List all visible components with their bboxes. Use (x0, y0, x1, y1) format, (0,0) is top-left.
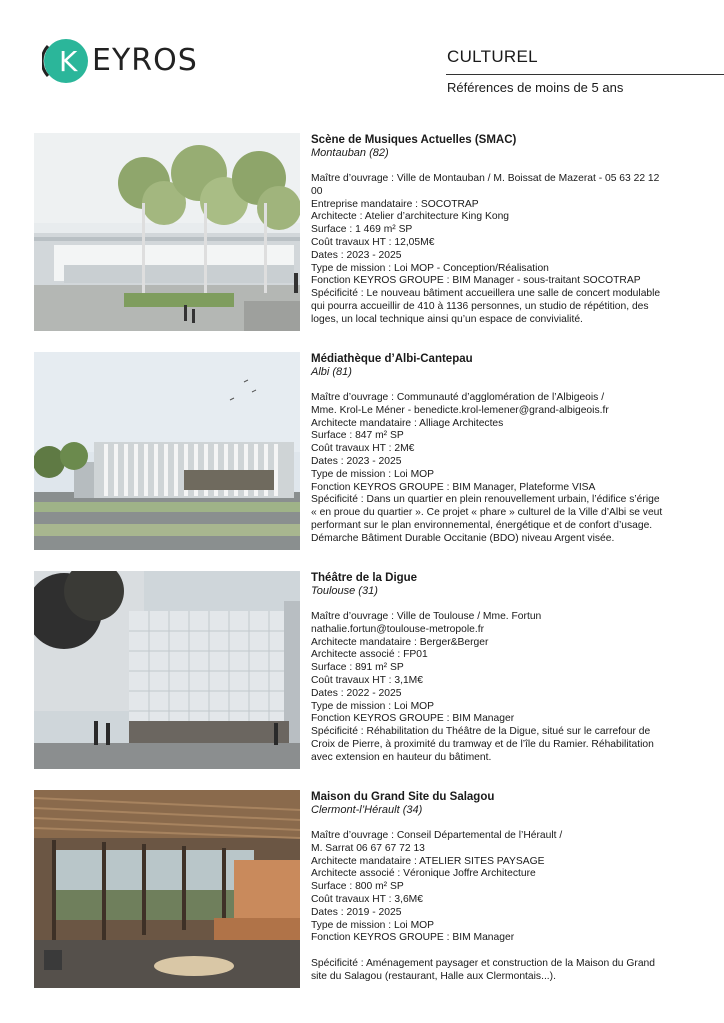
project-detail-line: Démarche Bâtiment Durable Occitanie (BDO) niveau Argent visée. (311, 532, 615, 544)
logo-text: EYROS (92, 43, 198, 78)
project-detail-line: Architecte associé : Véronique Joffre Architecture (311, 868, 536, 880)
project-detail-line: Coût travaux HT : 2M€ (311, 443, 415, 455)
project-image-salagou (34, 790, 300, 988)
project-image-smac (34, 133, 300, 331)
project-detail-line: site du Salagou (restaurant, Halle aux Clermontais...). (311, 970, 556, 982)
project-detail-line: Maître d’ouvrage : Ville de Toulouse / Mme. Fortun (311, 611, 542, 622)
project-detail-line: Spécificité : Réhabilitation du Théâtre de la Digue, situé sur le carrefour de (311, 726, 651, 738)
project-image-theatre (34, 571, 300, 769)
project-location: Albi (81) (311, 366, 352, 378)
project-detail-line: Spécificité : Aménagement paysager et construction de la Maison du Grand (311, 957, 655, 969)
project-detail-line: Fonction KEYROS GROUPE : BIM Manager, Plateforme VISA (311, 481, 596, 493)
page-title: CULTUREL (447, 47, 538, 66)
project-detail-line: nathalie.fortun@toulouse-metropole.fr (311, 623, 485, 635)
project-detail-line: Croix de Pierre, à proximité du tramway et de l’île du Ramier. Réhabilitation (311, 738, 654, 750)
project-detail-line: Type de mission : Loi MOP (311, 700, 435, 712)
project-detail-line: avec extension en hauteur du bâtiment. (311, 751, 492, 763)
project-title: Théâtre de la Digue (311, 572, 418, 584)
project-detail-line: Coût travaux HT : 12,05M€ (311, 236, 435, 248)
project-title: Médiathèque d’Albi-Cantepau (311, 353, 473, 365)
project-detail-line: Entreprise mandataire : SOCOTRAP (311, 198, 479, 210)
project-detail-line: Coût travaux HT : 3,6M€ (311, 893, 423, 905)
project-detail-line: Mme. Krol-Le Méner - benedicte.krol-lemener@grand-albigeois.fr (311, 404, 609, 416)
project-detail-line: Architecte mandataire : Berger&Berger (311, 636, 489, 648)
page-subtitle: Références de moins de 5 ans (447, 80, 624, 95)
project-detail-line: Maître d’ouvrage : Communauté d’agglomération de l’Albigeois / (311, 392, 605, 403)
keyros-logo (42, 36, 198, 86)
project-image-mediatheque (34, 352, 300, 550)
project-location: Montauban (82) (311, 147, 389, 159)
project-detail-line: Architecte mandataire : ATELIER SITES PAYSAGE (311, 855, 545, 867)
project-detail-line: Type de mission : Loi MOP (311, 468, 435, 480)
project-location: Toulouse (31) (311, 585, 378, 597)
project-detail-line: Surface : 891 m² SP (311, 662, 404, 674)
paragraph-gap (311, 945, 691, 958)
project-detail-line: Fonction KEYROS GROUPE : BIM Manager - sous-traitant SOCOTRAP (311, 275, 641, 287)
project-detail-line: performant sur le plan environnemental, énergétique et de confort d’usage. (311, 519, 653, 531)
project-detail-line: Type de mission : Loi MOP (311, 919, 435, 931)
project-detail-line: Coût travaux HT : 3,1M€ (311, 674, 423, 686)
project-detail-line: Dates : 2022 - 2025 (311, 687, 402, 699)
project-detail-line: Surface : 800 m² SP (311, 881, 404, 893)
project-detail-line: Surface : 847 m² SP (311, 430, 404, 442)
project-detail-line: « en proue du quartier ». Ce projet « phare » culturel de la Ville d’Albi se veut (311, 507, 663, 519)
project-detail-line: Spécificité : Le nouveau bâtiment accueillera une salle de concert modulable (311, 288, 661, 300)
project-title: Scène de Musiques Actuelles (SMAC) (311, 134, 517, 146)
project-detail-line: Surface : 1 469 m² SP (311, 224, 413, 236)
project-detail-line: Maître d’ouvrage : Conseil Départemental de l’Hérault / (311, 830, 563, 841)
project-detail-line: Maître d’ouvrage : Ville de Montauban / M. Boissat de Mazerat - 05 63 22 12 (311, 173, 660, 184)
project-location: Clermont-l’Hérault (34) (311, 804, 423, 816)
project-detail-line: Architecte : Atelier d’architecture King Kong (311, 211, 510, 223)
project-detail-line: Architecte mandataire : Alliage Architectes (311, 417, 504, 429)
project-detail-line: Fonction KEYROS GROUPE : BIM Manager (311, 932, 515, 944)
project-detail-line: Spécificité : Dans un quartier en plein renouvellement urbain, l’édifice s’érige (311, 494, 660, 506)
project-detail-line: Type de mission : Loi MOP - Conception/Réalisation (311, 262, 549, 274)
project-detail-line: Dates : 2019 - 2025 (311, 906, 402, 918)
project-detail-line: loges, un local technique ainsi qu’un espace de convivialité. (311, 313, 583, 325)
project-detail-line: Fonction KEYROS GROUPE : BIM Manager (311, 713, 515, 725)
project-detail-line: qui pourra accueillir de 410 à 1136 personnes, un studio de répétition, des (311, 300, 649, 312)
project-detail-line: Architecte associé : FP01 (311, 649, 428, 661)
project-detail-line: M. Sarrat 06 67 67 72 13 (311, 842, 425, 854)
project-detail-line: 00 (311, 185, 323, 197)
project-detail-line: Dates : 2023 - 2025 (311, 455, 402, 467)
header-divider (446, 74, 724, 75)
project-title: Maison du Grand Site du Salagou (311, 791, 495, 803)
logo-letter: K (59, 45, 78, 78)
project-detail-line: Dates : 2023 - 2025 (311, 249, 402, 261)
